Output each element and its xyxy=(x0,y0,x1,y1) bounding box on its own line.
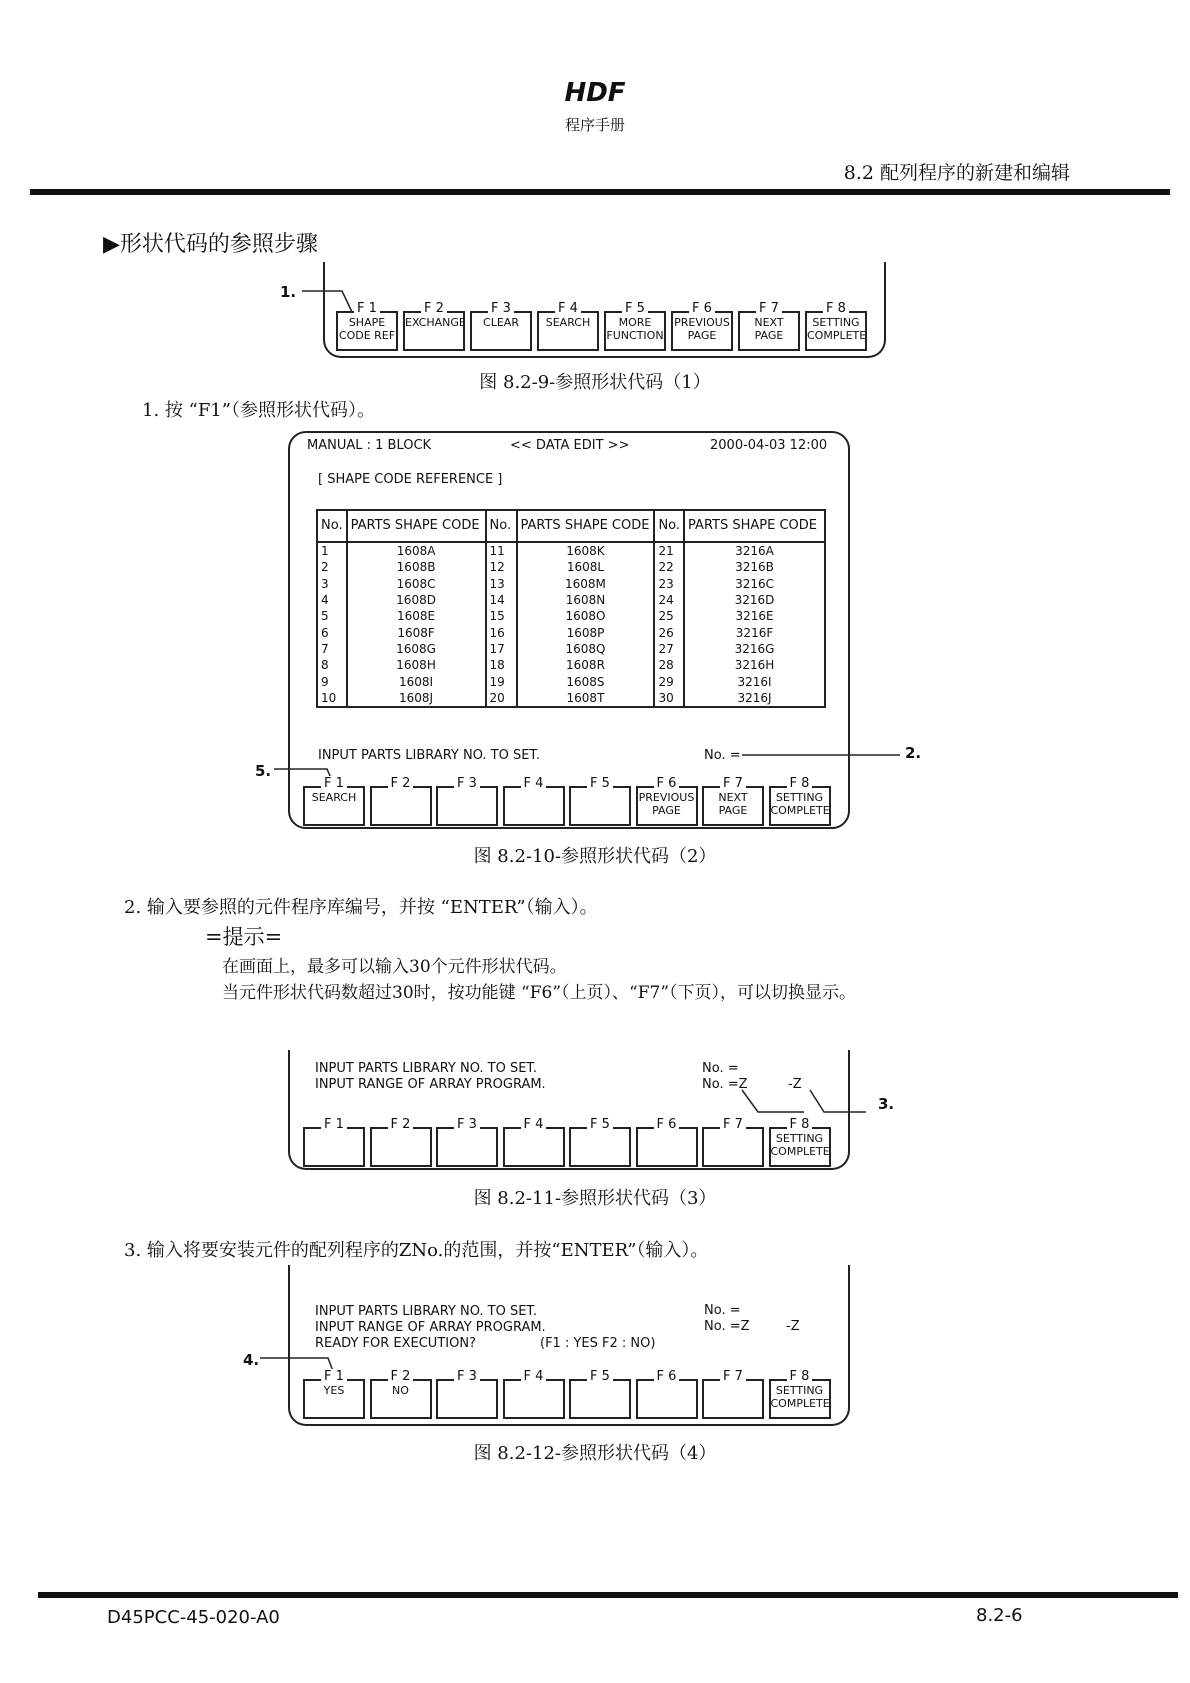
key-text: SHAPE xyxy=(348,316,386,329)
row-number-cell: 4 xyxy=(321,593,329,608)
key-text: NO xyxy=(392,1384,409,1397)
shape-code-cell: 1608E xyxy=(347,608,486,624)
fig3-line-2: INPUT RANGE OF ARRAY PROGRAM. xyxy=(315,1077,546,1092)
table-header-cell: PARTS SHAPE CODE xyxy=(517,510,655,542)
fig2-key-f3-box[interactable] xyxy=(436,786,498,826)
fig4-callout: 4. xyxy=(243,1351,260,1369)
key-label: F 1 xyxy=(321,776,347,791)
bottom-rule xyxy=(38,1592,1178,1598)
tip-title: =提示= xyxy=(205,925,283,949)
key-text: FUNCTION xyxy=(606,329,664,342)
table-row[interactable] xyxy=(317,608,825,624)
table-row[interactable] xyxy=(317,624,825,640)
key-text: COMPLETE xyxy=(770,1397,830,1410)
shape-code-cell: 1608D xyxy=(347,592,486,608)
key-label: F 8 xyxy=(823,301,849,316)
fig2-prompt: INPUT PARTS LIBRARY NO. TO SET. xyxy=(318,748,540,763)
fig4-yes-no-hint: (F1 : YES F2 : NO) xyxy=(540,1336,656,1351)
table-row[interactable] xyxy=(317,559,825,575)
row-number-cell: 3 xyxy=(321,576,329,591)
step-2: 2. 输入要参照的元件程序库编号，并按 “ENTER”（输入）。 xyxy=(124,897,598,918)
shape-code-cell: 1608G xyxy=(347,641,486,657)
shape-code-cell: 1608O xyxy=(517,608,655,624)
fig3-key-f7-box[interactable] xyxy=(702,1127,764,1167)
fig1-key-f4-box[interactable] xyxy=(537,311,599,351)
row-number-cell: 24 xyxy=(654,592,684,608)
document-subtitle: 程序手册 xyxy=(564,116,625,134)
row-number-cell: 18 xyxy=(486,657,517,673)
row-number-cell: 6 xyxy=(321,625,329,640)
table-header-row xyxy=(317,510,825,542)
key-text: PAGE xyxy=(652,804,681,817)
table-row[interactable] xyxy=(317,673,825,689)
row-number-cell: 7 xyxy=(321,641,329,656)
key-label: F 2 xyxy=(388,776,414,791)
key-text: COMPLETE xyxy=(770,804,830,817)
shape-code-cell: 3216I xyxy=(684,673,825,689)
fig3-callout-line xyxy=(740,1088,870,1118)
table-row[interactable] xyxy=(317,690,825,707)
key-text: SEARCH xyxy=(545,316,591,329)
key-label: F 2 xyxy=(421,301,447,316)
key-label: F 8 xyxy=(787,776,813,791)
row-number-cell: 29 xyxy=(654,673,684,689)
fig2-callout-2-line xyxy=(742,750,902,760)
fig2-caption: 图 8.2-10-参照形状代码（2） xyxy=(473,846,717,867)
fig4-line-1: INPUT PARTS LIBRARY NO. TO SET. xyxy=(315,1304,537,1319)
row-number-cell: 22 xyxy=(654,559,684,575)
key-label: F 7 xyxy=(720,1369,746,1384)
fig1-key-f5-box[interactable] xyxy=(604,311,666,351)
shape-code-table xyxy=(316,509,826,708)
key-label: F 4 xyxy=(555,301,581,316)
fig3-key-f2-box[interactable] xyxy=(370,1127,432,1167)
shape-code-cell: 1608R xyxy=(517,657,655,673)
row-number-cell: 16 xyxy=(486,624,517,640)
shape-code-cell: 1608P xyxy=(517,624,655,640)
tip-line-1: 在画面上，最多可以输入30个元件形状代码。 xyxy=(222,957,567,977)
shape-code-cell: 1608K xyxy=(517,542,655,559)
shape-code-cell: 1608H xyxy=(347,657,486,673)
table-row[interactable] xyxy=(317,592,825,608)
shape-code-cell: 3216A xyxy=(684,542,825,559)
key-label: F 5 xyxy=(622,301,648,316)
shape-code-cell: 1608I xyxy=(347,673,486,689)
row-number-cell: 26 xyxy=(654,624,684,640)
row-number-cell: 15 xyxy=(486,608,517,624)
shape-code-cell: 1608M xyxy=(517,576,655,592)
fig2-key-f1-box[interactable] xyxy=(303,786,365,826)
key-text: NEXT xyxy=(754,316,784,329)
document-title: HDF xyxy=(564,78,626,108)
shape-code-cell: 3216B xyxy=(684,559,825,575)
shape-code-cell: 1608N xyxy=(517,592,655,608)
shape-code-cell: 3216J xyxy=(684,690,825,707)
fig3-key-f6-box[interactable] xyxy=(636,1127,698,1167)
key-text: CODE REF xyxy=(338,329,396,342)
key-label: F 5 xyxy=(587,776,613,791)
key-label: F 4 xyxy=(521,1117,547,1132)
key-label: F 2 xyxy=(388,1369,414,1384)
shape-code-cell: 1608L xyxy=(517,559,655,575)
key-label: F 8 xyxy=(787,1117,813,1132)
fig2-key-f2-box[interactable] xyxy=(370,786,432,826)
key-label: F 6 xyxy=(654,1117,680,1132)
section-heading: ▶形状代码的参照步骤 xyxy=(103,232,318,257)
key-label: F 3 xyxy=(488,301,514,316)
fig4-key-f3-box[interactable] xyxy=(436,1379,498,1419)
key-label: F 6 xyxy=(654,1369,680,1384)
key-text: COMPLETE xyxy=(770,1145,830,1158)
fig4-key-f4-box[interactable] xyxy=(503,1379,565,1419)
row-number-cell: 19 xyxy=(486,673,517,689)
row-number-cell: 17 xyxy=(486,641,517,657)
row-number-cell: 2 xyxy=(321,560,329,575)
fig1-key-f7-box[interactable] xyxy=(738,311,800,351)
key-label: F 3 xyxy=(454,1369,480,1384)
doc-id: D45PCC-45-020-A0 xyxy=(107,1607,280,1628)
key-text: MORE xyxy=(618,316,652,329)
fig3-key-f3-box[interactable] xyxy=(436,1127,498,1167)
shape-code-cell: 3216D xyxy=(684,592,825,608)
shape-code-cell: 3216G xyxy=(684,641,825,657)
fig2-screen-title: << DATA EDIT >> xyxy=(510,438,630,453)
fig1-caption: 图 8.2-9-参照形状代码（1） xyxy=(479,372,711,393)
key-label: F 3 xyxy=(454,776,480,791)
fig3-range-end[interactable]: -Z xyxy=(788,1077,802,1092)
fig3-key-f4-box[interactable] xyxy=(503,1127,565,1167)
row-number-cell: 12 xyxy=(486,559,517,575)
fig2-key-f8-box[interactable] xyxy=(769,786,831,826)
fig2-panel-title: [ SHAPE CODE REFERENCE ] xyxy=(318,472,503,487)
key-label: F 7 xyxy=(720,1117,746,1132)
fig4-caption: 图 8.2-12-参照形状代码（4） xyxy=(473,1443,717,1464)
row-number-cell: 8 xyxy=(321,658,329,673)
row-number-cell: 25 xyxy=(654,608,684,624)
key-text: NEXT xyxy=(718,791,748,804)
key-label: F 1 xyxy=(321,1117,347,1132)
row-number-cell: 1 xyxy=(321,544,329,559)
fig2-key-f7-box[interactable] xyxy=(702,786,764,826)
row-number-cell: 9 xyxy=(321,674,329,689)
fig4-line-2: INPUT RANGE OF ARRAY PROGRAM. xyxy=(315,1320,546,1335)
key-label: F 5 xyxy=(587,1369,613,1384)
row-number-cell: 10 xyxy=(321,690,337,705)
fig4-key-f8-box[interactable] xyxy=(769,1379,831,1419)
shape-code-cell: 1608C xyxy=(347,576,486,592)
fig2-key-f6-box[interactable] xyxy=(636,786,698,826)
fig2-mode: MANUAL : 1 BLOCK xyxy=(307,438,432,453)
table-header-cell: PARTS SHAPE CODE xyxy=(347,510,486,542)
row-number-cell: 11 xyxy=(486,542,517,559)
key-label: F 6 xyxy=(689,301,715,316)
key-text: CLEAR xyxy=(483,316,519,329)
key-text: COMPLETE xyxy=(807,329,867,342)
fig1-key-f2-box[interactable] xyxy=(403,311,465,351)
row-number-cell: 23 xyxy=(654,576,684,592)
key-text: PREVIOUS xyxy=(674,316,730,329)
fig4-key-f5-box[interactable] xyxy=(569,1379,631,1419)
key-text: EXCHANGE xyxy=(405,316,466,329)
fig3-no-field[interactable]: No. = xyxy=(702,1061,739,1076)
fig1-key-f1-box[interactable] xyxy=(336,311,398,351)
key-label: F 1 xyxy=(354,301,380,316)
table-header-cell: No. xyxy=(317,510,347,542)
fig4-line-3: READY FOR EXECUTION? xyxy=(315,1336,476,1351)
row-number-cell: 21 xyxy=(654,542,684,559)
shape-code-cell: 1608F xyxy=(347,624,486,640)
fig3-key-f8-box[interactable] xyxy=(769,1127,831,1167)
top-rule xyxy=(30,189,1170,195)
table-header-cell: No. xyxy=(654,510,684,542)
tip-line-2: 当元件形状代码数超过30时，按功能键 “F6”（上页）、“F7”（下页），可以切换显示。 xyxy=(222,983,857,1003)
row-number-cell: 28 xyxy=(654,657,684,673)
row-number-cell: 30 xyxy=(654,690,684,707)
row-number-cell: 5 xyxy=(321,609,329,624)
shape-code-cell: 3216F xyxy=(684,624,825,640)
key-label: F 4 xyxy=(521,1369,547,1384)
fig2-callout-5: 5. xyxy=(255,762,272,780)
fig3-range-start[interactable]: No. =Z xyxy=(702,1077,748,1092)
fig3-key-f5-box[interactable] xyxy=(569,1127,631,1167)
fig3-caption: 图 8.2-11-参照形状代码（3） xyxy=(473,1188,717,1209)
shape-code-cell: 1608Q xyxy=(517,641,655,657)
fig4-no-field[interactable]: No. = xyxy=(704,1303,741,1318)
table-row[interactable] xyxy=(317,657,825,673)
fig3-line-1: INPUT PARTS LIBRARY NO. TO SET. xyxy=(315,1061,537,1076)
key-text: SETTING xyxy=(812,316,860,329)
fig2-key-f4-box[interactable] xyxy=(503,786,565,826)
key-text: SETTING xyxy=(775,1132,824,1145)
key-text: SETTING xyxy=(775,1384,824,1397)
fig2-no-field[interactable]: No. = xyxy=(704,748,741,763)
row-number-cell: 13 xyxy=(486,576,517,592)
fig4-key-f6-box[interactable] xyxy=(636,1379,698,1419)
key-label: F 5 xyxy=(587,1117,613,1132)
key-label: F 3 xyxy=(454,1117,480,1132)
fig2-key-f5-box[interactable] xyxy=(569,786,631,826)
shape-code-cell: 1608J xyxy=(347,690,486,707)
shape-code-cell: 3216C xyxy=(684,576,825,592)
key-label: F 4 xyxy=(521,776,547,791)
key-label: F 7 xyxy=(720,776,746,791)
key-label: F 8 xyxy=(787,1369,813,1384)
key-text: SEARCH xyxy=(311,791,357,804)
step-1: 1. 按 “F1”（参照形状代码）。 xyxy=(142,400,375,421)
row-number-cell: 20 xyxy=(486,690,517,707)
key-text: PAGE xyxy=(687,329,717,342)
shape-code-cell: 3216E xyxy=(684,608,825,624)
fig3-callout: 3. xyxy=(878,1095,895,1113)
shape-code-cell: 1608S xyxy=(517,673,655,689)
fig4-key-f2-box[interactable] xyxy=(370,1379,432,1419)
table-header-cell: No. xyxy=(486,510,517,542)
fig4-range-start[interactable]: No. =Z xyxy=(704,1319,750,1334)
key-text: PAGE xyxy=(754,329,784,342)
row-number-cell: 14 xyxy=(486,592,517,608)
key-text: PREVIOUS xyxy=(638,791,695,804)
fig1-key-f8-box[interactable] xyxy=(805,311,867,351)
table-row[interactable] xyxy=(317,542,825,559)
section-title: 8.2 配列程序的新建和编辑 xyxy=(843,162,1070,184)
fig4-range-end[interactable]: -Z xyxy=(786,1319,800,1334)
fig1-callout: 1. xyxy=(280,283,297,301)
shape-code-cell: 1608B xyxy=(347,559,486,575)
table-row[interactable] xyxy=(317,576,825,592)
key-label: F 7 xyxy=(756,301,782,316)
fig4-key-f1-box[interactable] xyxy=(303,1379,365,1419)
fig1-key-f3-box[interactable] xyxy=(470,311,532,351)
shape-code-cell: 3216H xyxy=(684,657,825,673)
key-label: F 6 xyxy=(654,776,680,791)
key-text: SETTING xyxy=(775,791,824,804)
fig2-datetime: 2000-04-03 12:00 xyxy=(710,438,828,453)
fig2-callout-2: 2. xyxy=(905,744,922,762)
key-text: YES xyxy=(323,1384,345,1397)
key-label: F 2 xyxy=(388,1117,414,1132)
fig4-key-f7-box[interactable] xyxy=(702,1379,764,1419)
shape-code-cell: 1608T xyxy=(517,690,655,707)
fig3-key-f1-box[interactable] xyxy=(303,1127,365,1167)
table-header-cell: PARTS SHAPE CODE xyxy=(684,510,825,542)
key-text: PAGE xyxy=(718,804,748,817)
shape-code-cell: 1608A xyxy=(347,542,486,559)
page-number: 8.2-6 xyxy=(976,1605,1023,1626)
fig1-key-f6-box[interactable] xyxy=(671,311,733,351)
step-3: 3. 输入将要安装元件的配列程序的ZNo.的范围，并按“ENTER”（输入）。 xyxy=(124,1240,709,1261)
table-row[interactable] xyxy=(317,641,825,657)
row-number-cell: 27 xyxy=(654,641,684,657)
key-label: F 1 xyxy=(321,1369,347,1384)
